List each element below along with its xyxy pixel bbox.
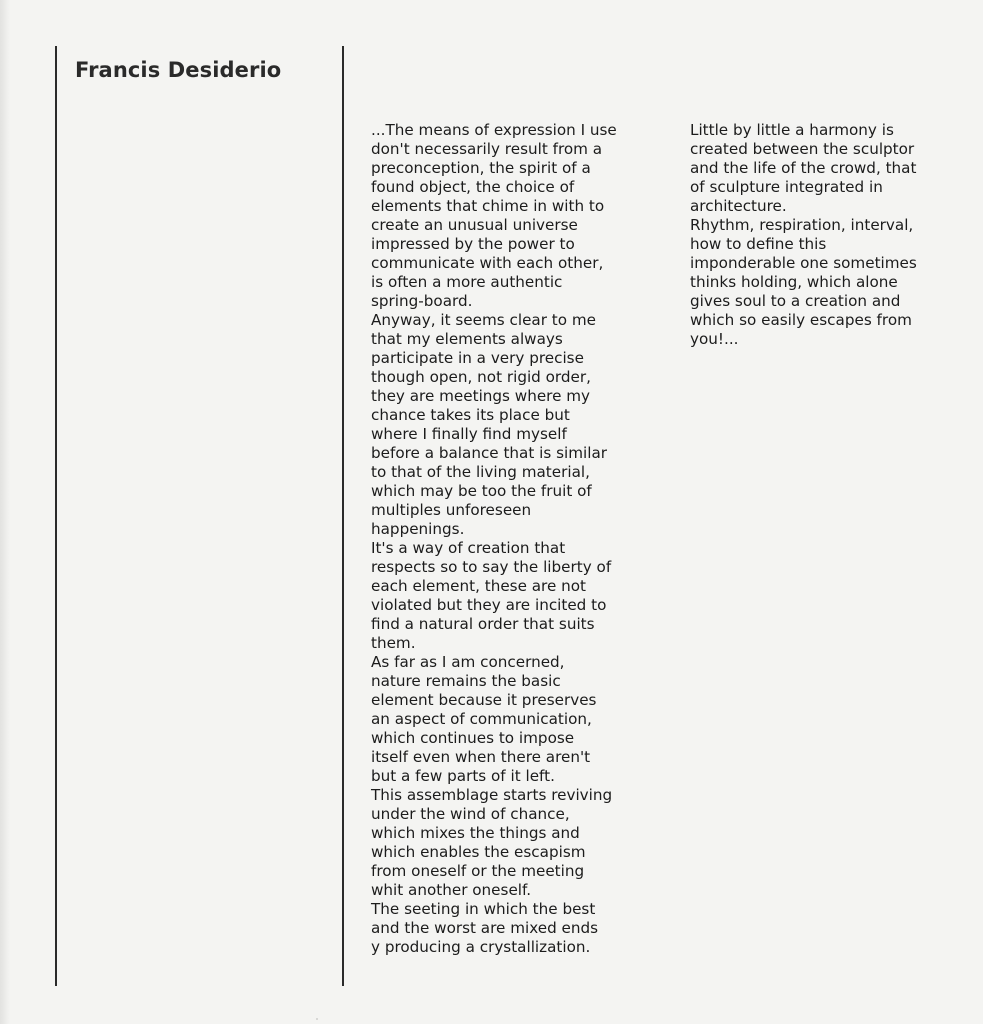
text-line: participate in a very precise bbox=[371, 349, 584, 367]
text-column-right bbox=[690, 121, 975, 349]
text-line: that my elements always bbox=[371, 330, 563, 348]
text-line: Rhythm, respiration, interval, bbox=[690, 216, 914, 234]
text-line: thinks holding, which alone bbox=[690, 273, 898, 291]
text-line: and the worst are mixed ends bbox=[371, 919, 599, 937]
text-line: to that of the living material, bbox=[371, 463, 590, 481]
text-line: Little by little a harmony is bbox=[690, 121, 894, 139]
text-line: As far as I am concerned, bbox=[371, 653, 565, 671]
text-line: which may be too the fruit of bbox=[371, 482, 592, 500]
text-line: elements that chime in with to bbox=[371, 197, 605, 215]
text-line: gives soul to a creation and bbox=[690, 292, 901, 310]
text-line: whit another oneself. bbox=[371, 881, 532, 899]
text-line: from oneself or the meeting bbox=[371, 862, 585, 880]
text-line: nature remains the basic bbox=[371, 672, 561, 690]
text-line: The seeting in which the best bbox=[371, 900, 596, 918]
text-line: how to define this bbox=[690, 235, 827, 253]
scan-speck bbox=[316, 1018, 318, 1020]
text-line: which enables the escapism bbox=[371, 843, 586, 861]
text-line: where I finally find myself bbox=[371, 425, 567, 443]
text-line: is often a more authentic bbox=[371, 273, 563, 291]
text-line: preconception, the spirit of a bbox=[371, 159, 591, 177]
text-line: itself even when there aren't bbox=[371, 748, 591, 766]
text-line: which mixes the things and bbox=[371, 824, 580, 842]
text-column-left bbox=[371, 121, 663, 957]
text-line: which so easily escapes from bbox=[690, 311, 912, 329]
text-line: y producing a crystallization. bbox=[371, 938, 591, 956]
text-line: ...The means of expression I use bbox=[371, 121, 617, 139]
text-line: and the life of the crowd, that bbox=[690, 159, 917, 177]
text-line: created between the sculptor bbox=[690, 140, 915, 158]
text-line: spring-board. bbox=[371, 292, 473, 310]
text-line: find a natural order that suits bbox=[371, 615, 595, 633]
text-line: respects so to say the liberty of bbox=[371, 558, 612, 576]
text-line: Anyway, it seems clear to me bbox=[371, 311, 597, 329]
page-edge-shadow bbox=[0, 0, 10, 1024]
text-line: element because it preserves bbox=[371, 691, 597, 709]
text-line: of sculpture integrated in bbox=[690, 178, 883, 196]
text-line: don't necessarily result from a bbox=[371, 140, 603, 158]
text-line: found object, the choice of bbox=[371, 178, 575, 196]
left-vertical-rule bbox=[55, 46, 57, 986]
text-line: but a few parts of it left. bbox=[371, 767, 555, 785]
text-line: happenings. bbox=[371, 520, 465, 538]
text-line: create an unusual universe bbox=[371, 216, 578, 234]
text-line: violated but they are incited to bbox=[371, 596, 607, 614]
text-line: This assemblage starts reviving bbox=[371, 786, 613, 804]
text-line: imponderable one sometimes bbox=[690, 254, 917, 272]
text-line: under the wind of chance, bbox=[371, 805, 570, 823]
text-line: you!... bbox=[690, 330, 739, 348]
text-line: communicate with each other, bbox=[371, 254, 604, 272]
text-line: they are meetings where my bbox=[371, 387, 591, 405]
text-line: each element, these are not bbox=[371, 577, 587, 595]
author-title: Francis Desiderio bbox=[75, 58, 282, 82]
text-line: though open, not rigid order, bbox=[371, 368, 591, 386]
text-line: chance takes its place but bbox=[371, 406, 570, 424]
text-line: before a balance that is similar bbox=[371, 444, 608, 462]
middle-vertical-rule bbox=[342, 46, 344, 986]
text-line: It's a way of creation that bbox=[371, 539, 566, 557]
text-line: architecture. bbox=[690, 197, 787, 215]
text-line: which continues to impose bbox=[371, 729, 575, 747]
text-line: multiples unforeseen bbox=[371, 501, 532, 519]
text-line: an aspect of communication, bbox=[371, 710, 592, 728]
text-line: impressed by the power to bbox=[371, 235, 575, 253]
text-line: them. bbox=[371, 634, 416, 652]
